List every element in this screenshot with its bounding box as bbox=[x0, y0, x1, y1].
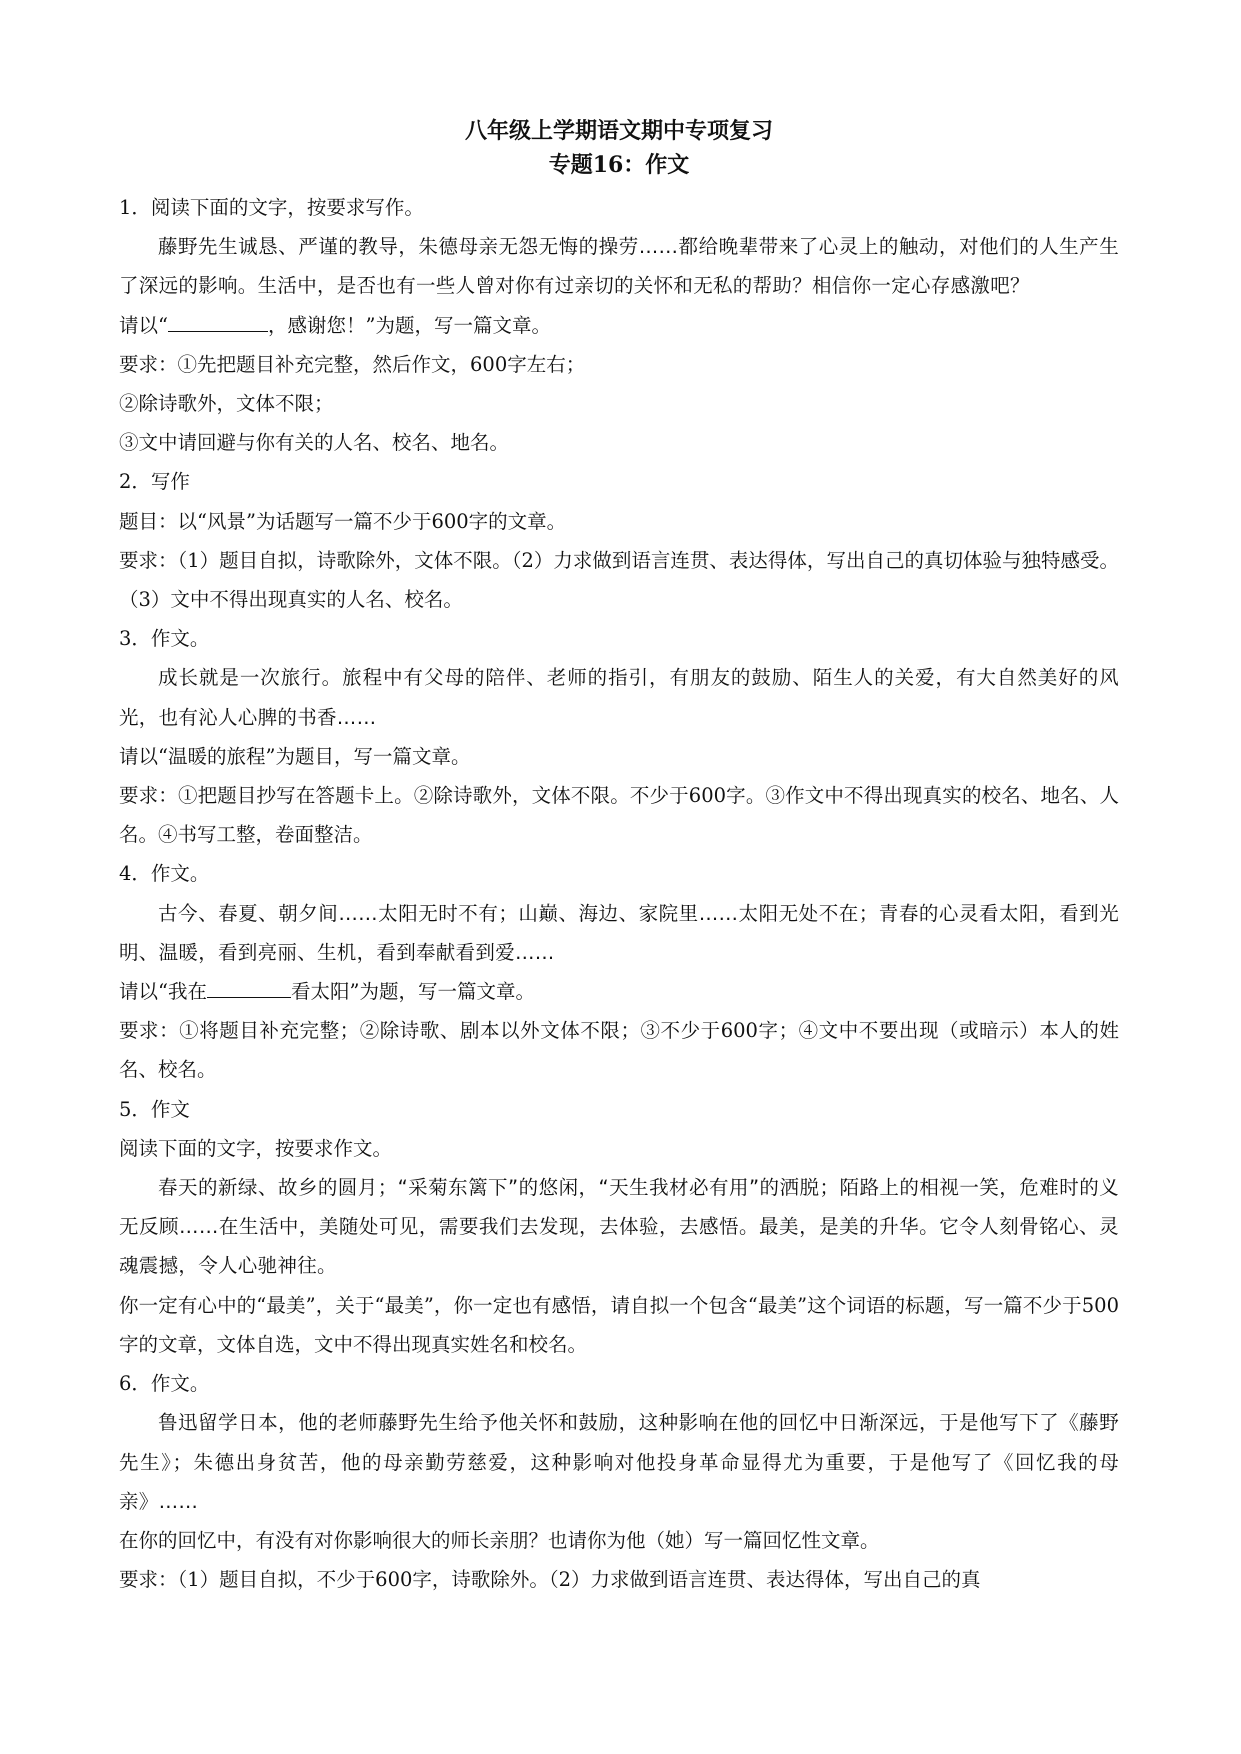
q5-prompt: 你一定有心中的“最美”，关于“最美”，你一定也有感悟，请自拟一个包含“最美”这个词语的标题，写一篇不少于500字的文章，文体自选，文中不得出现真实姓名和校名。 bbox=[119, 1293, 1119, 1356]
page-title: 八年级上学期语文期中专项复习 bbox=[464, 118, 773, 144]
q1-requirement-3: ③文中请回避与你有关的人名、校名、地名。 bbox=[119, 431, 510, 455]
q4-title-blank bbox=[207, 977, 291, 998]
q3-passage: 成长就是一次旅行。旅程中有父母的陪伴、老师的指引，有朋友的鼓励、陌生人的关爱，有大自然美好的风光，也有沁人心脾的书香…… bbox=[119, 666, 1119, 729]
q1-heading: 1．阅读下面的文字，按要求写作。 bbox=[119, 196, 424, 219]
document-content bbox=[119, 114, 1119, 1599]
q4-prompt-after: 看太阳”为题，写一篇文章。 bbox=[290, 980, 535, 1004]
q4-prompt bbox=[119, 972, 1119, 1011]
q3-heading: 3．作文。 bbox=[119, 627, 210, 651]
q1-prompt-before: 请以“ bbox=[119, 313, 168, 337]
q1-prompt-after: ，感谢您！”为题，写一篇文章。 bbox=[267, 313, 551, 337]
q4-heading: 4．作文。 bbox=[119, 862, 210, 886]
q4-prompt-before: 请以“我在 bbox=[119, 980, 207, 1004]
q1-requirement-1: 要求：①先把题目补充完整，然后作文，600字左右； bbox=[119, 352, 586, 376]
q4-passage: 古今、春夏、朝夕间……太阳无时不有；山巅、海边、家院里……太阳无处不在；青春的心灵看太阳，看到光明、温暖，看到亮丽、生机，看到奉献看到爱…… bbox=[119, 901, 1119, 964]
q1-title-blank bbox=[168, 311, 268, 332]
q6-requirement: 要求：（1）题目自拟，不少于600字，诗歌除外。（2）力求做到语言连贯、表达得体，写出自己的真 bbox=[119, 1568, 981, 1592]
q4-requirement: 要求：①将题目补充完整；②除诗歌、剧本以外文体不限；③不少于600字；④文中不要出现（或暗示）本人的姓名、校名。 bbox=[119, 1019, 1119, 1082]
q5-intro: 阅读下面的文字，按要求作文。 bbox=[119, 1136, 393, 1160]
q2-topic: 题目：以“风景”为话题写一篇不少于600字的文章。 bbox=[119, 509, 567, 533]
q5-passage: 春天的新绿、故乡的圆月；“采菊东篱下”的悠闲，“天生我材必有用”的洒脱；陌路上的相视一笑，危难时的义无反顾……在生活中，美随处可见，需要我们去发现，去体验，去感悟。最美，是美的升华。它令人刻骨铭心、灵魂震撼，令人心驰神往。 bbox=[119, 1176, 1119, 1278]
page-subtitle: 专题16：作文 bbox=[548, 152, 690, 178]
q3-requirement: 要求：①把题目抄写在答题卡上。②除诗歌外，文体不限。不少于600字。③作文中不得出现真实的校名、地名、人名。④书写工整，卷面整洁。 bbox=[119, 784, 1119, 847]
q1-passage: 藤野先生诚恳、严谨的教导，朱德母亲无怨无悔的操劳……都给晚辈带来了心灵上的触动，对他们的人生产生了深远的影响。生活中，是否也有一些人曾对你有过亲切的关怀和无私的帮助？相信你一定心存感激吧？ bbox=[119, 235, 1119, 298]
q2-heading: 2．写作 bbox=[119, 470, 190, 494]
q1-prompt bbox=[119, 306, 1119, 345]
q6-passage: 鲁迅留学日本，他的老师藤野先生给予他关怀和鼓励，这种影响在他的回忆中日渐深远，于是他写下了《藤野先生》；朱德出身贫苦，他的母亲勤劳慈爱，这种影响对他投身革命显得尤为重要，于是他写了《回忆我的母亲》…… bbox=[119, 1411, 1119, 1513]
q5-heading: 5．作文 bbox=[119, 1097, 190, 1121]
q1-requirement-2: ②除诗歌外，文体不限； bbox=[119, 392, 334, 416]
q6-prompt: 在你的回忆中，有没有对你影响很大的师长亲朋？也请你为他（她）写一篇回忆性文章。 bbox=[119, 1528, 880, 1552]
q6-heading: 6．作文。 bbox=[119, 1372, 210, 1396]
q3-prompt: 请以“温暖的旅程”为题目，写一篇文章。 bbox=[119, 744, 471, 768]
q2-requirement: 要求：（1）题目自拟，诗歌除外，文体不限。（2）力求做到语言连贯、表达得体，写出自己的真切体验与独特感受。（3）文中不得出现真实的人名、校名。 bbox=[119, 548, 1119, 612]
